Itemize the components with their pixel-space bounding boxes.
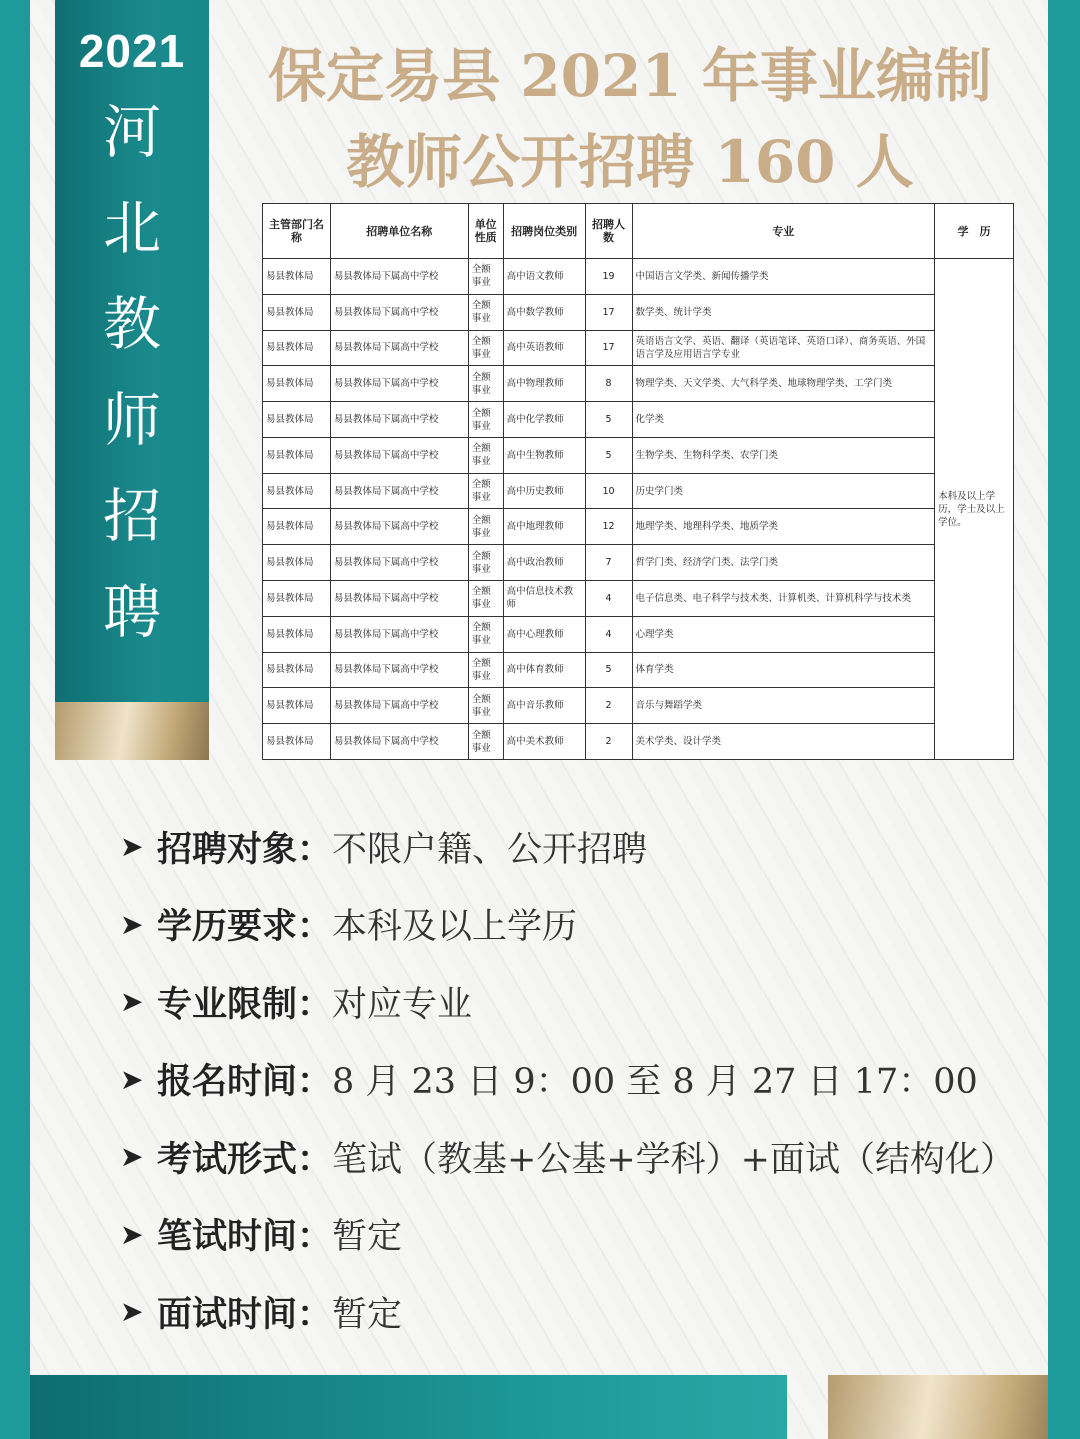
table-cell: 易县教体局下属高中学校 [330,545,468,581]
table-cell: 全额事业 [468,259,503,295]
banner-char: 教 [102,290,161,358]
table-cell: 全额事业 [468,724,503,760]
table-cell: 电子信息类、电子科学与技术类、计算机类、计算机科学与技术类 [632,581,935,617]
column-header: 招聘单位名称 [330,204,468,259]
column-header: 学 历 [935,204,1014,259]
table-cell: 易县教体局 [263,616,331,652]
column-header: 主管部门名称 [263,204,331,259]
table-cell: 易县教体局 [263,509,331,545]
arrow-bullet-icon: ➤ [120,985,144,1019]
detail-label: 招聘对象： [157,828,333,870]
title-line-1: 保定易县 2021 年事业编制 [268,42,992,110]
table-cell: 易县教体局下属高中学校 [330,652,468,688]
table-cell: 易县教体局下属高中学校 [330,366,468,402]
table-cell: 易县教体局 [263,294,331,330]
table-cell: 全额事业 [468,688,503,724]
table-cell: 2 [585,688,632,724]
arrow-bullet-icon: ➤ [120,1295,144,1329]
table-cell: 17 [585,330,632,366]
table-row [263,330,1014,366]
table-cell: 全额事业 [468,366,503,402]
banner-year: 2021 [78,25,186,77]
table-cell: 7 [585,545,632,581]
table-cell: 中国语言文学类、新闻传播学类 [632,259,935,295]
detail-item [120,1118,1015,1196]
table-row [263,294,1014,330]
banner-char: 北 [102,194,161,262]
detail-value: 对应专业 [332,984,473,1025]
detail-item [120,1196,1015,1274]
table-cell: 17 [585,294,632,330]
table-cell: 全额事业 [468,402,503,438]
table-cell: 数学类、统计学类 [632,294,935,330]
table-cell: 全额事业 [468,616,503,652]
table-cell: 物理学类、天文学类、大气科学类、地球物理学类、工学门类 [632,366,935,402]
table-row [263,366,1014,402]
table-cell: 易县教体局下属高中学校 [330,259,468,295]
table-row [263,259,1014,295]
table-cell: 美术学类、设计学类 [632,724,935,760]
table-cell: 全额事业 [468,294,503,330]
detail-item [120,1273,1015,1351]
table-cell: 易县教体局 [263,724,331,760]
side-banner [55,0,209,702]
table-cell: 4 [585,581,632,617]
table-cell: 高中历史教师 [503,473,585,509]
table-cell: 音乐与舞蹈学类 [632,688,935,724]
table-cell: 易县教体局 [263,366,331,402]
details-list [120,808,1015,1351]
arrow-bullet-icon: ➤ [120,830,144,864]
banner-gold-block [55,702,209,760]
table-cell: 易县教体局下属高中学校 [330,294,468,330]
arrow-bullet-icon: ➤ [120,1062,144,1096]
table-cell: 易县教体局 [263,437,331,473]
detail-item [120,963,1015,1041]
column-header: 专业 [632,204,935,259]
table-cell: 高中数学教师 [503,294,585,330]
title-line-2: 教师公开招聘 160 人 [346,128,914,196]
detail-value: 8 月 23 日 9：00 至 8 月 27 日 17：00 [332,1062,978,1103]
table-cell: 高中英语教师 [503,330,585,366]
table-cell: 哲学门类、经济学门类、法学门类 [632,545,935,581]
column-header: 招聘人数 [585,204,632,259]
table-cell: 易县教体局下属高中学校 [330,437,468,473]
detail-label: 学历要求： [157,906,333,948]
bottom-teal-bar [30,1375,787,1439]
table-cell: 历史学门类 [632,473,935,509]
table-row [263,437,1014,473]
detail-value: 本科及以上学历 [332,907,578,948]
table-cell: 19 [585,259,632,295]
banner-char: 招 [102,482,161,550]
table-cell: 全额事业 [468,652,503,688]
table-cell: 高中政治教师 [503,545,585,581]
detail-label: 专业限制： [157,983,333,1025]
table-cell: 易县教体局下属高中学校 [330,581,468,617]
table-cell: 易县教体局下属高中学校 [330,330,468,366]
table-row [263,473,1014,509]
table-cell: 易县教体局 [263,545,331,581]
detail-item [120,808,1015,886]
table-cell: 易县教体局 [263,581,331,617]
table-cell: 化学类 [632,402,935,438]
table-cell: 全额事业 [468,581,503,617]
table-cell: 高中信息技术教师 [503,581,585,617]
table-cell: 易县教体局 [263,259,331,295]
table-cell: 全额事业 [468,509,503,545]
bottom-gold-bar [828,1375,1048,1439]
table-cell: 2 [585,724,632,760]
table-row [263,509,1014,545]
table-row [263,402,1014,438]
table-cell: 易县教体局 [263,402,331,438]
table-cell: 8 [585,366,632,402]
table-cell: 高中生物教师 [503,437,585,473]
table-cell: 高中音乐教师 [503,688,585,724]
arrow-bullet-icon: ➤ [120,1140,144,1174]
detail-label: 报名时间： [157,1061,333,1103]
table-cell: 英语语言文学、英语、翻译（英语笔译、英语口译）、商务英语、外国语言学及应用语言学专业 [632,330,935,366]
table-cell: 高中物理教师 [503,366,585,402]
table-cell: 4 [585,616,632,652]
table-cell: 全额事业 [468,473,503,509]
table-row [263,652,1014,688]
table-cell: 高中体育教师 [503,652,585,688]
detail-value: 不限户籍、公开招聘 [332,829,648,870]
table-row [263,581,1014,617]
table-row [263,616,1014,652]
table-cell: 心理学类 [632,616,935,652]
detail-label: 面试时间： [157,1293,333,1335]
education-cell: 本科及以上学历，学士及以上学位。 [935,259,1014,760]
right-teal-strip [1048,0,1080,1439]
table-cell: 12 [585,509,632,545]
table-row [263,545,1014,581]
detail-value: 笔试（教基+公基+学科）+面试（结构化） [332,1139,1015,1180]
table-cell: 全额事业 [468,437,503,473]
table-row [263,688,1014,724]
table-cell: 5 [585,652,632,688]
arrow-bullet-icon: ➤ [120,1217,144,1251]
table-cell: 高中地理教师 [503,509,585,545]
table-cell: 易县教体局下属高中学校 [330,473,468,509]
table-cell: 易县教体局下属高中学校 [330,688,468,724]
left-teal-strip [0,0,30,1439]
banner-char: 河 [102,98,161,166]
table-cell: 地理学类、地理科学类、地质学类 [632,509,935,545]
table-cell: 易县教体局 [263,688,331,724]
table-cell: 体育学类 [632,652,935,688]
column-header: 招聘岗位类别 [503,204,585,259]
table-cell: 全额事业 [468,330,503,366]
banner-char: 聘 [102,578,161,646]
table-cell: 易县教体局下属高中学校 [330,509,468,545]
column-header: 单位性质 [468,204,503,259]
detail-item [120,886,1015,964]
banner-char: 师 [102,386,161,454]
table-cell: 高中心理教师 [503,616,585,652]
recruitment-table [262,203,1014,760]
table-cell: 高中美术教师 [503,724,585,760]
detail-item [120,1041,1015,1119]
table-cell: 5 [585,402,632,438]
arrow-bullet-icon: ➤ [120,907,144,941]
detail-value: 暂定 [332,1294,403,1335]
table-cell: 生物学类、生物科学类、农学门类 [632,437,935,473]
table-cell: 全额事业 [468,545,503,581]
table-cell: 易县教体局 [263,330,331,366]
table-row [263,724,1014,760]
table-cell: 易县教体局下属高中学校 [330,616,468,652]
detail-label: 考试形式： [157,1138,333,1180]
detail-value: 暂定 [332,1217,403,1258]
table-cell: 易县教体局 [263,652,331,688]
detail-label: 笔试时间： [157,1216,333,1258]
table-cell: 易县教体局下属高中学校 [330,402,468,438]
table-cell: 高中语文教师 [503,259,585,295]
table-cell: 易县教体局 [263,473,331,509]
table-cell: 易县教体局下属高中学校 [330,724,468,760]
table-cell: 高中化学教师 [503,402,585,438]
table-cell: 5 [585,437,632,473]
table-cell: 10 [585,473,632,509]
